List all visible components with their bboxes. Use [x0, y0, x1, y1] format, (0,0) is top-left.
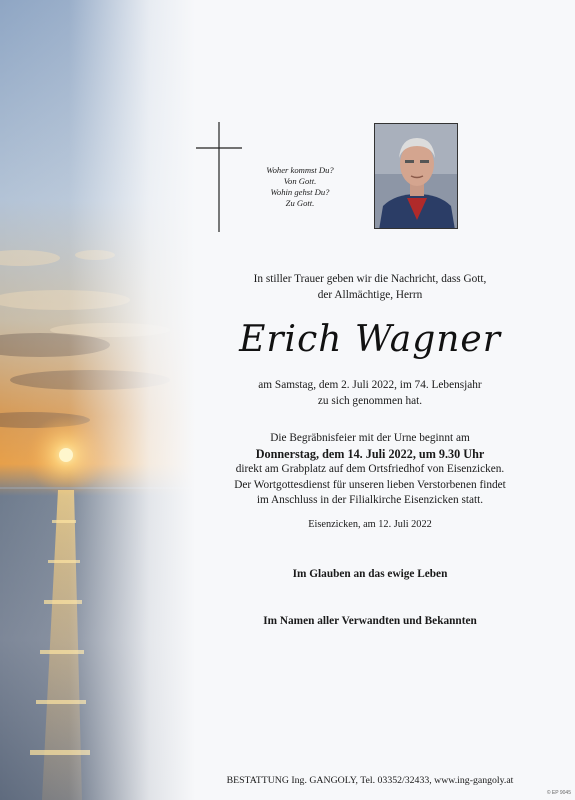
funeral-date: Donnerstag, dem 14. Juli 2022, um 9.30 Uhr — [255, 446, 485, 461]
intro-line: der Allmächtige, Herrn — [317, 288, 423, 301]
verse-line: Wohin gehst Du? — [270, 187, 330, 197]
verse-line: Von Gott. — [283, 176, 317, 186]
place-date: Eisenzicken, am 12. Juli 2022 — [308, 519, 432, 530]
death-line: am Samstag, dem 2. Juli 2022, im 74. Lebensjahr — [258, 379, 482, 391]
funeral-line: direkt am Grabplatz auf dem Ortsfriedhof von Eisenzicken. — [235, 463, 505, 475]
faith-line: Im Glauben an das ewige Leben — [292, 568, 448, 580]
portrait-photo — [374, 123, 458, 229]
funeral-details — [170, 431, 570, 509]
funeral-line: Der Wortgottesdienst für unseren lieben Verstorbenen findet — [234, 478, 506, 491]
verse-line: Zu Gott. — [285, 198, 315, 208]
verse-line: Woher kommst Du? — [266, 165, 334, 175]
intro-line: In stiller Trauer geben wir die Nachricht, dass Gott, — [253, 273, 487, 285]
funeral-line: Die Begräbnisfeier mit der Urne beginnt am — [270, 432, 470, 444]
deceased-name: Erich Wagner — [239, 319, 501, 360]
death-line: zu sich genommen hat. — [317, 394, 423, 407]
funeral-home-footer: BESTATTUNG Ing. GANGOLY, Tel. 03352/32433, www.ing-gangoly.at — [226, 775, 514, 786]
cross-icon — [196, 122, 242, 232]
verse — [244, 165, 356, 209]
intro-text — [170, 272, 570, 303]
death-notice — [170, 378, 570, 409]
funeral-line: im Anschluss in der Filialkirche Eisenzicken statt. — [256, 494, 484, 506]
family-line: Im Namen aller Verwandten und Bekannten — [263, 615, 477, 627]
print-code: © EP 9045 — [546, 790, 571, 796]
